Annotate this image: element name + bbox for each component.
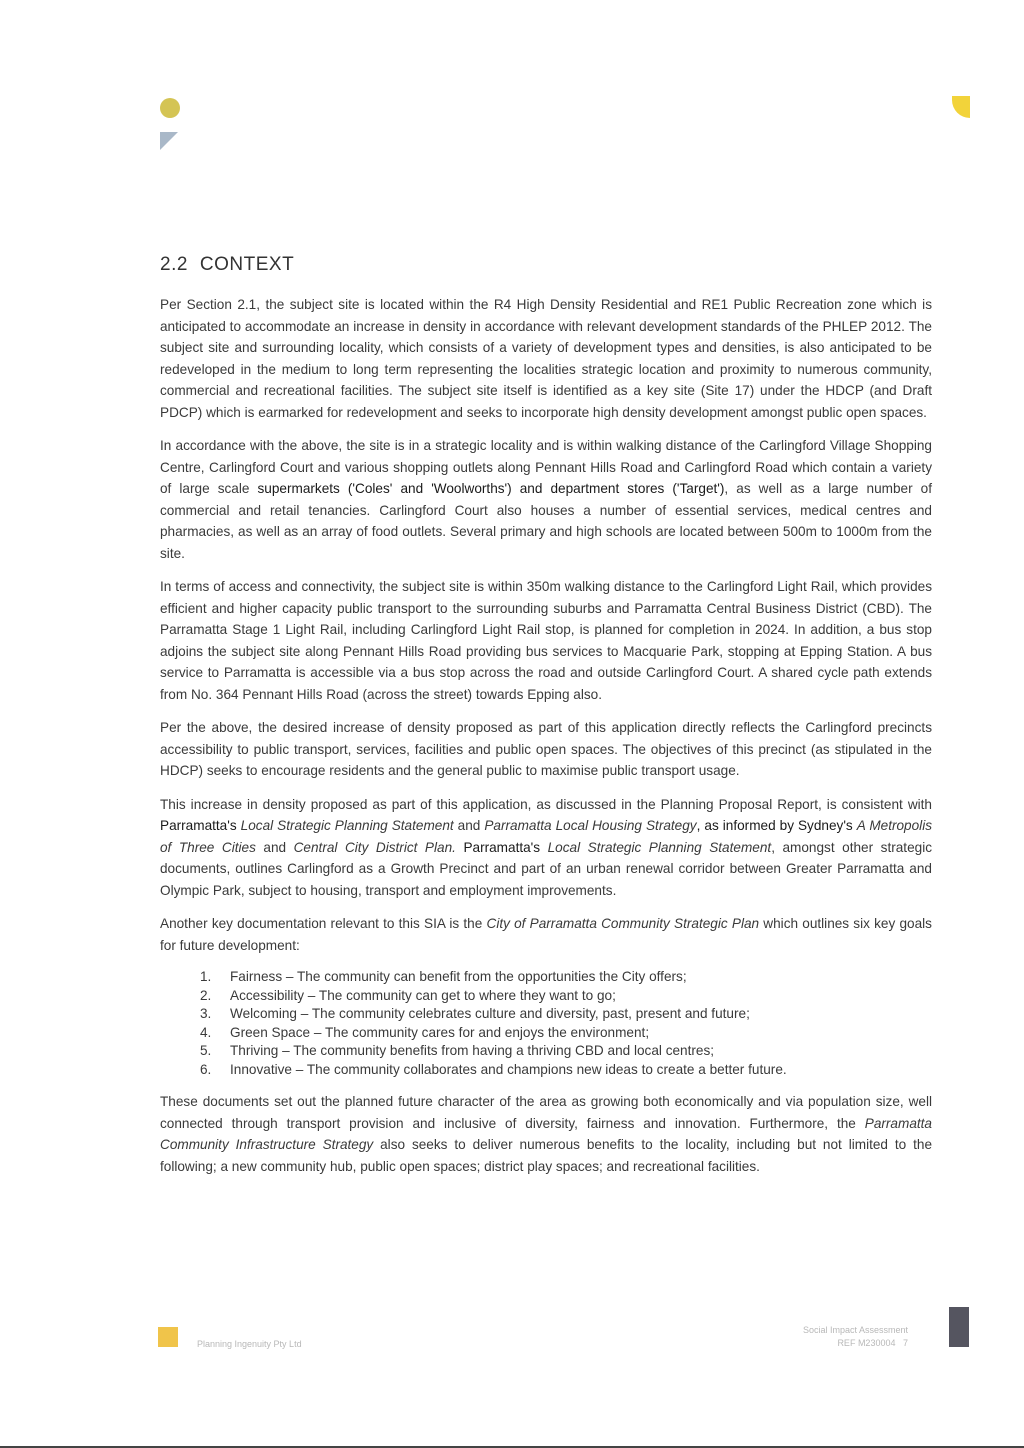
- footer-logo-square-icon: [158, 1327, 178, 1347]
- paragraph-access: In terms of access and connectivity, the subject site is within 350m walking distance to the Carlingford Light Rail, which provides efficient and higher capacity public transport to the surrounding suburbs and Parramatta Central Business District (CBD). The Parramatta Stage 1 Light Rail, including Carlingford Light Rail stop, is planned for completion in 2024. In addition, a bus stop adjoins the subject site along Pennant Hills Road providing bus services to Macquarie Park, stopping at Epping Station. A bus service to Parramatta is accessible via a bus stop across the road and outside Carlingford Court. A shared cycle path extends from No. 364 Pennant Hills Road (across the street) towards Epping also.: [160, 579, 932, 702]
- paragraph-emphasis: Parramatta's: [160, 818, 237, 833]
- paragraph-emphasis: supermarkets ('Coles' and 'Woolworths') and department stores ('Target'): [257, 481, 725, 496]
- list-item: [160, 1061, 932, 1080]
- document-title: Central City District Plan.: [293, 839, 456, 855]
- list-text: Thriving – The community benefits from having a thriving CBD and local centres;: [230, 1043, 715, 1058]
- list-number: 2.: [200, 987, 212, 1003]
- footer-doc-title: Social Impact Assessment: [802, 1325, 908, 1335]
- paragraph-text: which outlines six key goals for future development:: [160, 916, 932, 953]
- list-item: [160, 1005, 932, 1024]
- paragraph-text: and: [453, 818, 485, 833]
- section-number: 2.2: [160, 254, 188, 275]
- decorative-corner-shape: [952, 96, 970, 118]
- document-title: A Metropolis of Three Cities: [160, 818, 933, 855]
- paragraph-text: In accordance with the above, the site is in a strategic locality and is within walking distance of the Carlingford Village Shopping Centre, Carlingford Court and various shopping outlets along Pennant Hills Road and Carlingford Road which contain a variety of large scale: [160, 438, 932, 496]
- footer-ref: REF M230004: [837, 1338, 896, 1348]
- list-text: Welcoming – The community celebrates culture and diversity, past, present and future;: [230, 1006, 750, 1021]
- paragraph-text: Another key documentation relevant to this SIA is the: [160, 916, 487, 931]
- page-content: [160, 254, 932, 1189]
- list-item: [160, 1024, 932, 1043]
- paragraph-locality: [160, 435, 932, 564]
- document-title: City of Parramatta Community Strategic Plan: [486, 916, 760, 931]
- footer-company: Planning Ingenuity Pty Ltd: [197, 1339, 302, 1349]
- paragraph-csp: [160, 913, 932, 956]
- paragraph-text: This increase in density proposed as part of this application, as discussed in the Planning Proposal Report, is consistent with: [160, 796, 932, 812]
- footer-doc-info: [760, 1324, 908, 1350]
- list-item: [160, 1042, 932, 1061]
- list-number: 5.: [200, 1043, 212, 1058]
- section-title: CONTEXT: [199, 254, 295, 275]
- list-number: 3.: [200, 1006, 212, 1021]
- paragraph-future-character: [160, 1091, 932, 1177]
- list-number: 6.: [200, 1061, 212, 1077]
- list-number: 4.: [200, 1024, 212, 1040]
- goals-list: [160, 968, 932, 1079]
- footer-bar-marker: [949, 1307, 969, 1347]
- paragraph-zoning: Per Section 2.1, the subject site is located within the R4 High Density Residential and RE1 Public Recreation zone which is anticipated to accommodate an increase in density in accordance with relevant development standards of the PHLEP 2012. The subject site and surrounding locality, which consists of a variety of development types and densities, is also anticipated to be redeveloped in the medium to long term representing the localities strategic location and proximity to numerous community, commercial and recreational facilities. The subject site itself is identified as a key site (Site 17) under the HDCP (and Draft PDCP) which is earmarked for redevelopment and seeks to incorporate high density development amongst public open spaces.: [160, 297, 932, 420]
- paragraph-text: and: [255, 839, 294, 855]
- list-item: [160, 968, 932, 987]
- paragraph-text: , as well as a large number of commercial and retail tenancies. Carlingford Court also houses a number of essential services, medical centres and pharmacies, as well as an array of food outlets. Several primary and high schools are located between 500m to 1000m from the site.: [160, 481, 932, 561]
- paragraph-density: Per the above, the desired increase of density proposed as part of this application directly reflects the Carlingford precincts accessibility to public transport, services, facilities and public open spaces. The objectives of this precinct (as stipulated in the HDCP) seeks to encourage residents and the general public to maximise public transport usage.: [160, 720, 932, 778]
- list-text: Accessibility – The community can get to where they want to go;: [230, 987, 616, 1003]
- paragraph-strategy: [160, 794, 932, 902]
- paragraph-text: [540, 840, 548, 855]
- page-number: 7: [902, 1338, 908, 1348]
- decorative-triangle-icon: [160, 132, 178, 150]
- document-title: Local Strategic Planning Statement: [547, 839, 772, 855]
- list-text: Innovative – The community collaborates and champions new ideas to create a better future.: [230, 1061, 787, 1077]
- list-number: 1.: [200, 969, 212, 984]
- paragraph-emphasis: , as informed by Sydney's: [696, 818, 853, 833]
- paragraph-text: also seeks to deliver numerous benefits to the locality, including but not limited to the following; a new community hub, public open spaces; district play spaces; and recreational facilities.: [160, 1137, 933, 1174]
- decorative-circle-icon: [160, 98, 180, 118]
- list-text: Fairness – The community can benefit from the opportunities the City offers;: [230, 969, 687, 984]
- section-heading: [160, 254, 932, 276]
- footer-ref-line: [760, 1337, 908, 1350]
- paragraph-text: , amongst other strategic documents, outlines Carlingford as a Growth Precinct and part of an urban renewal corridor between Greater Parramatta and Olympic Park, subject to housing, transport and employment improvements.: [160, 839, 933, 898]
- document-title: Parramatta Local Housing Strategy: [484, 818, 697, 833]
- document-title: Local Strategic Planning Statement: [240, 818, 454, 833]
- list-text: Green Space – The community cares for and enjoys the environment;: [230, 1024, 650, 1040]
- paragraph-text: These documents set out the planned future character of the area as growing both economically and via population size, well connected through transport provision and inclusive of diversity, fairness and innovation. Furthermore, the: [160, 1094, 932, 1131]
- list-item: [160, 987, 932, 1006]
- document-title: Parramatta Community Infrastructure Strategy: [160, 1115, 932, 1152]
- paragraph-emphasis: Parramatta's: [455, 839, 541, 855]
